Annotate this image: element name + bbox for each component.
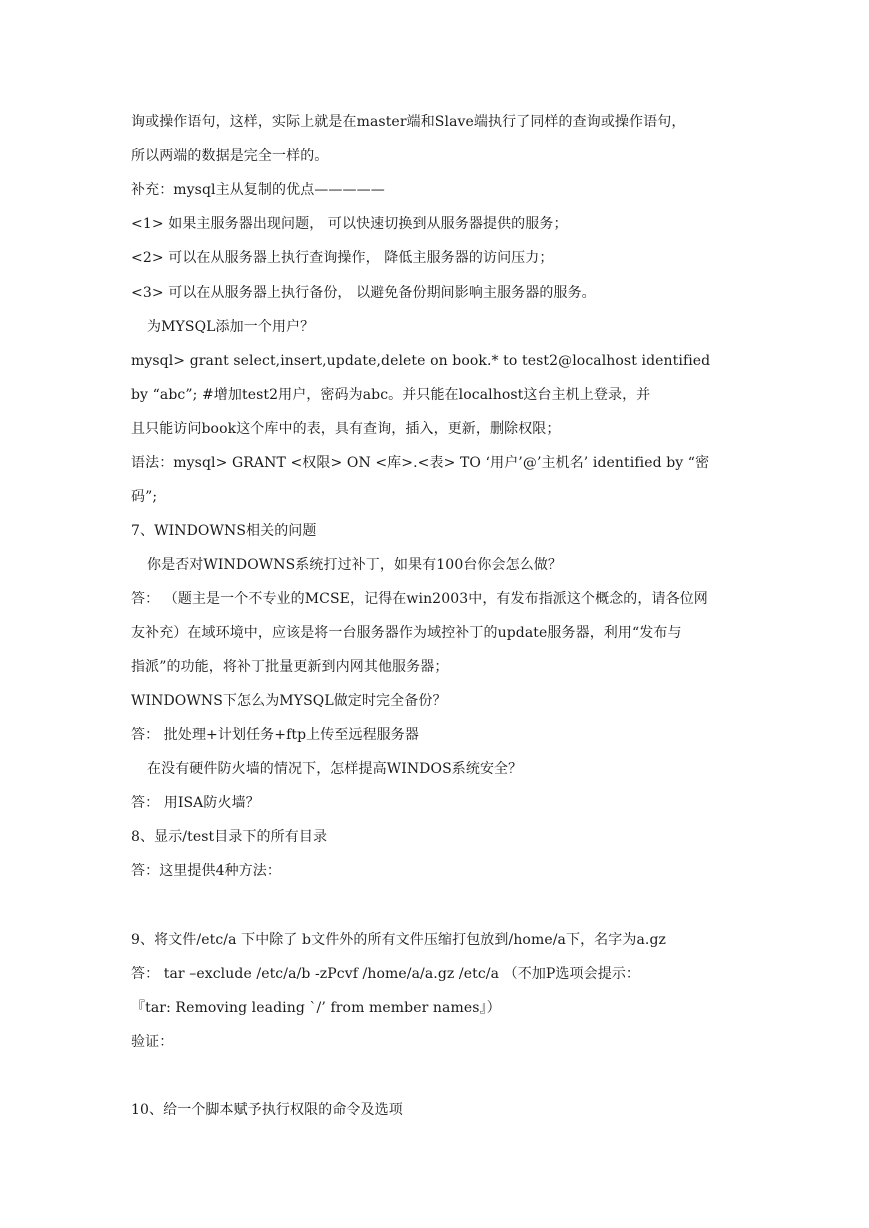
answer-line: 指派”的功能，将补丁批量更新到内网其他服务器； — [131, 659, 449, 675]
answer-line: 答： 批处理+计划任务+ftp上传至远程服务器 — [131, 727, 419, 743]
paragraph-line: 询或操作语句，这样，实际上就是在master端和Slave端执行了同样的查询或操作语句， — [131, 114, 686, 130]
list-item: <1> 如果主服务器出现问题， 可以快速切换到从服务器提供的服务； — [131, 216, 568, 232]
paragraph-line: by “abc”; #增加test2用户，密码为abc。并只能在localhost这台主机上登录，并 — [131, 387, 651, 403]
question-line: WINDOWNS下怎么为MYSQL做定时完全备份？ — [131, 693, 447, 709]
answer-line: 友补充）在域环境中，应该是将一台服务器作为域控补丁的update服务器，利用“发布与 — [131, 625, 682, 641]
paragraph-line: 验证： — [131, 1034, 174, 1050]
section-heading: 10、给一个脚本赋予执行权限的命令及选项 — [131, 1102, 403, 1118]
section-heading: 8、显示/test目录下的所有目录 — [131, 829, 328, 845]
paragraph-line: 为MYSQL添加一个用户？ — [147, 319, 315, 335]
section-heading: 9、将文件/etc/a 下中除了 b文件外的所有文件压缩打包放到/home/a下，名字为a.gz — [131, 932, 667, 948]
question-line: 你是否对WINDOWNS系统打过补丁，如果有100台你会怎么做？ — [147, 557, 563, 573]
paragraph-line: 且只能访问book这个库中的表，具有查询，插入，更新，删除权限； — [131, 421, 561, 437]
paragraph-line: 补充：mysql主从复制的优点————— — [131, 182, 385, 198]
answer-line: 『tar: Removing leading `/’ from member names』） — [131, 1000, 501, 1016]
paragraph-line: 所以两端的数据是完全一样的。 — [131, 148, 329, 164]
answer-line: 答：这里提供4种方法： — [131, 863, 282, 879]
list-item: <3> 可以在从服务器上执行备份， 以避免备份期间影响主服务器的服务。 — [131, 285, 596, 301]
question-line: 在没有硬件防火墙的情况下，怎样提高WINDOS系统安全？ — [147, 761, 523, 777]
answer-line: 答： tar –exclude /etc/a/b -zPcvf /home/a/a.gz /etc/a （不加P选项会提示： — [131, 966, 641, 982]
answer-line: 答： （题主是一个不专业的MCSE，记得在win2003中，有发布指派这个概念的，请各位网 — [131, 591, 708, 607]
list-item: <2> 可以在从服务器上执行查询操作， 降低主服务器的访问压力； — [131, 250, 554, 266]
paragraph-line: 码”; — [131, 489, 158, 505]
section-heading: 7、WINDOWNS相关的问题 — [131, 523, 317, 539]
code-line: mysql> grant select,insert,update,delete on book.* to test2@localhost identified — [131, 353, 711, 369]
answer-line: 答： 用ISA防火墙？ — [131, 795, 260, 811]
paragraph-line: 语法：mysql> GRANT <权限> ON <库>.<表> TO ‘用户’@’主机名’ identified by “密 — [131, 455, 710, 471]
